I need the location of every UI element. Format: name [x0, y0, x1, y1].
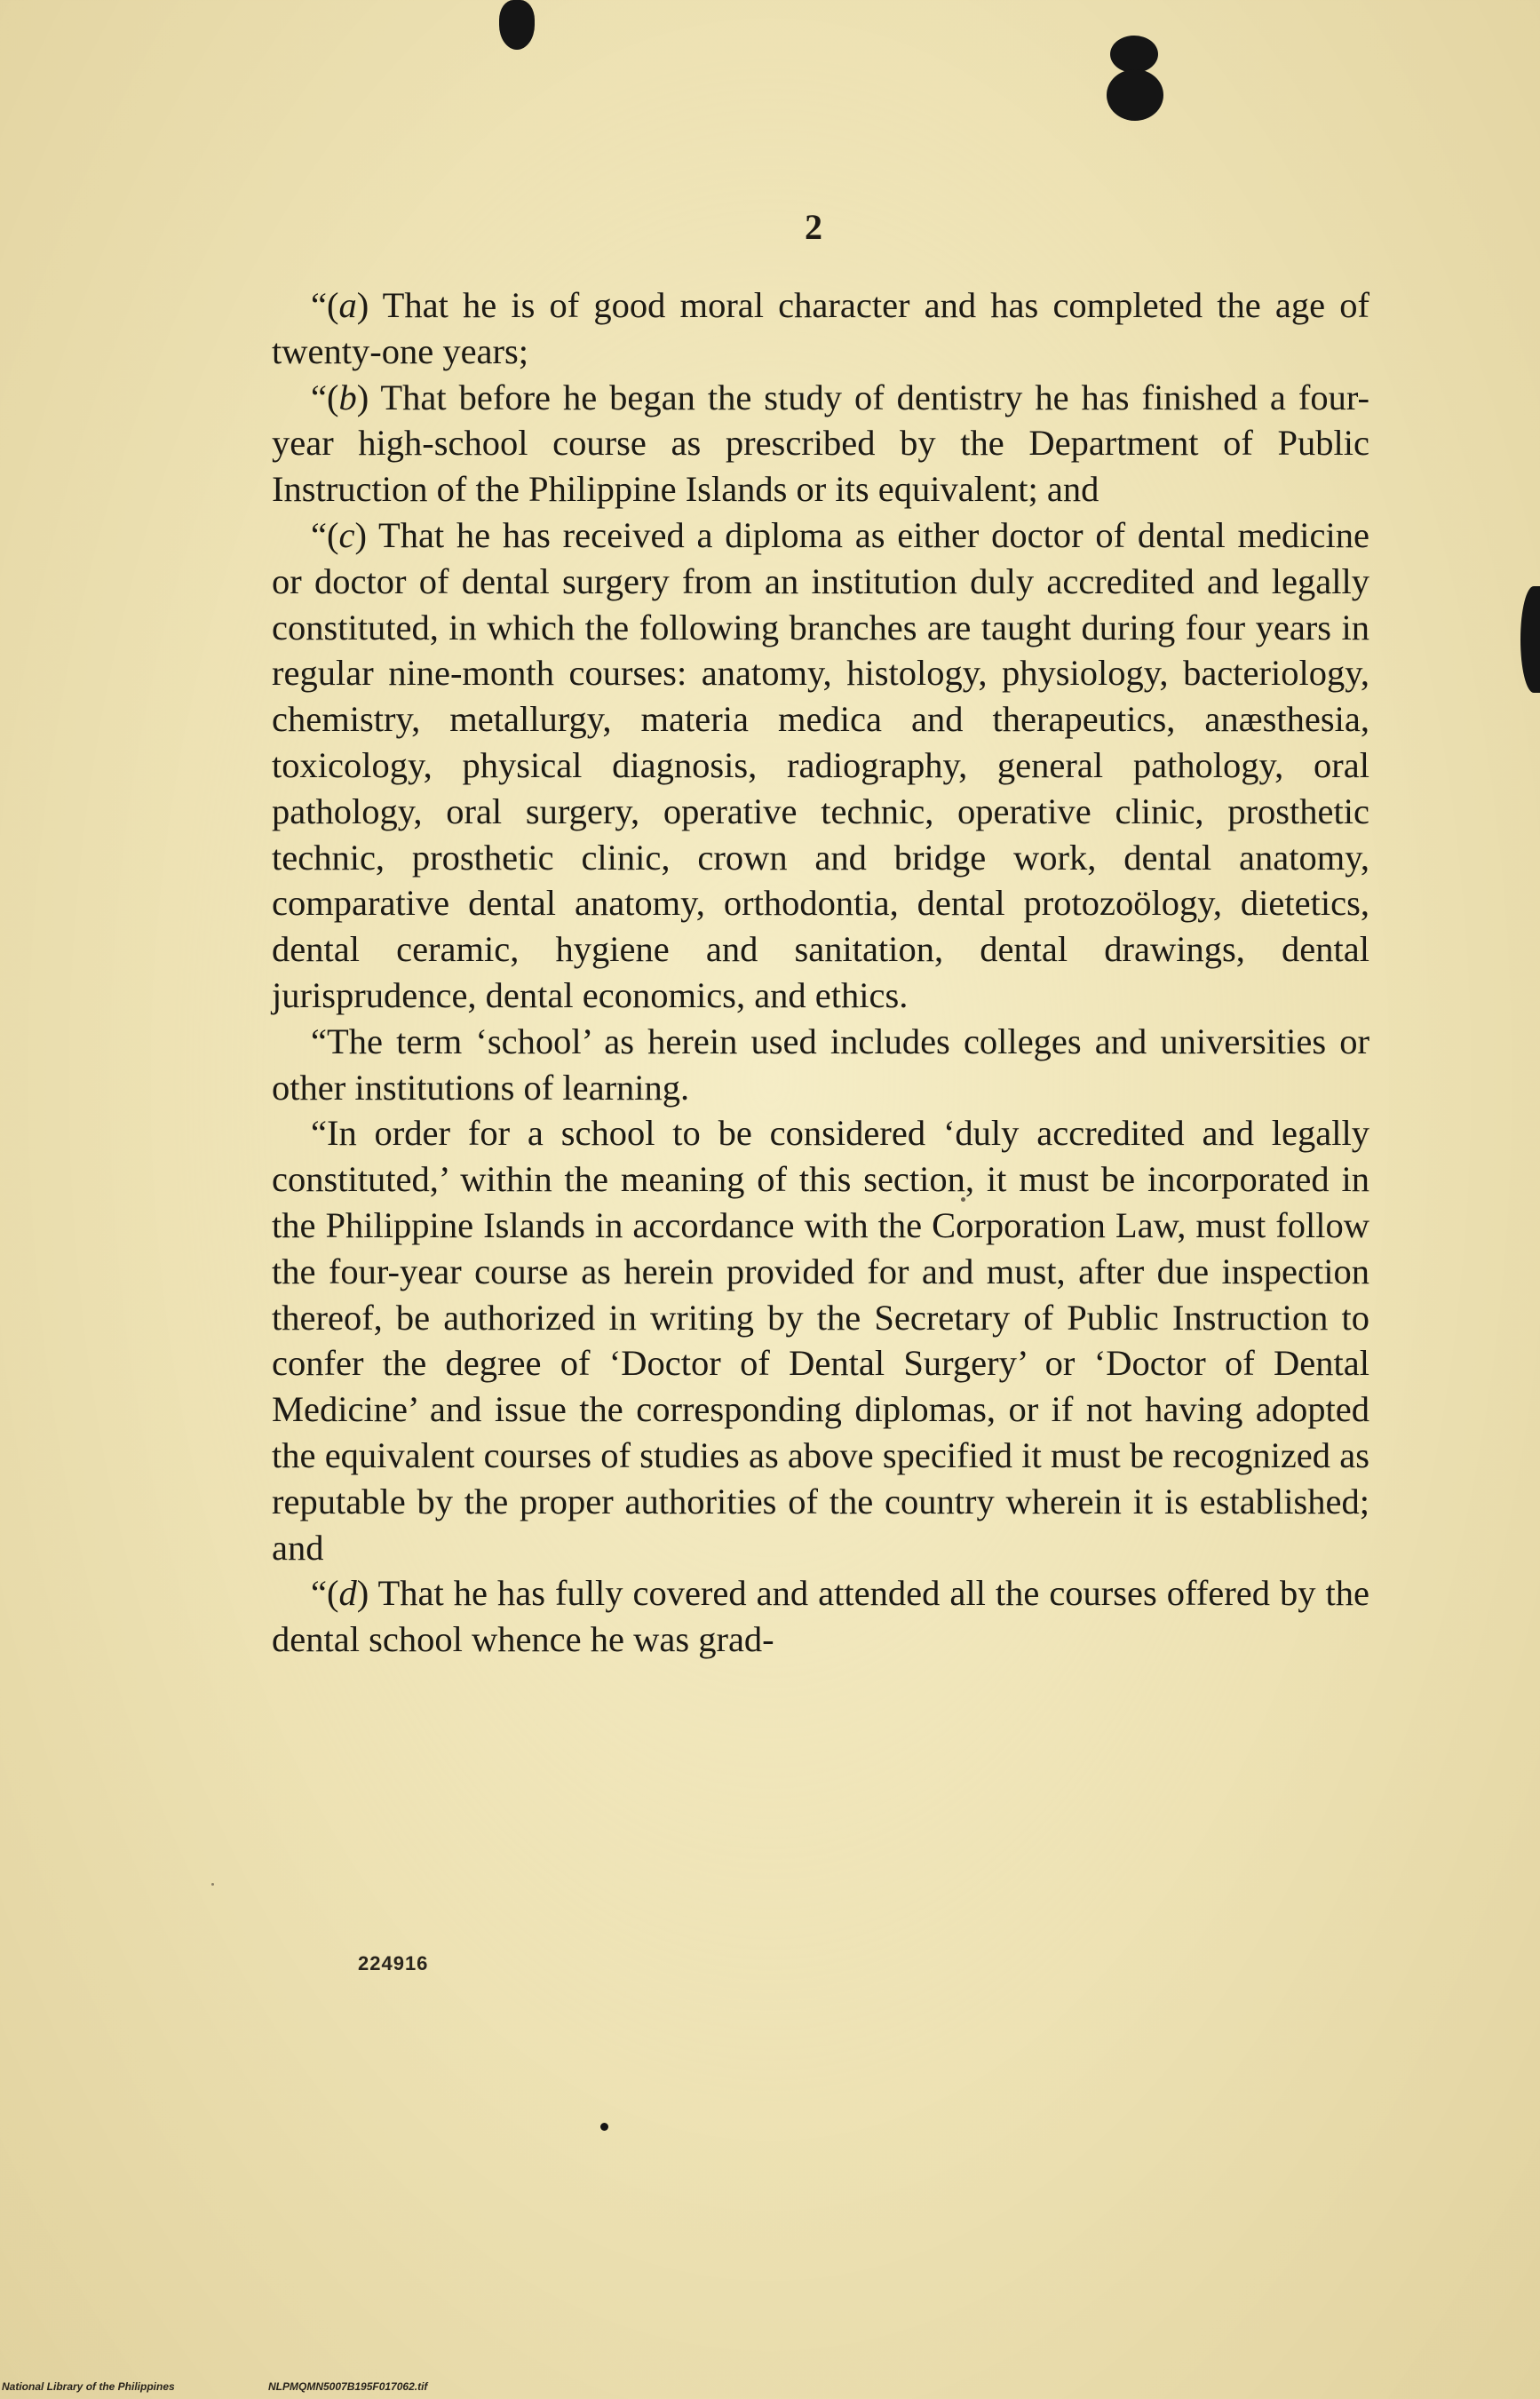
body-text	[272, 282, 1369, 1663]
clause-letter: d	[338, 1573, 357, 1614]
paragraph-d	[272, 1570, 1369, 1663]
ink-blot	[1520, 586, 1540, 693]
ink-dot	[600, 2123, 608, 2131]
clause-letter: b	[338, 377, 357, 417]
paragraph-text: ) That before he began the study of dentistry he has finished a four-year high-school course as prescribed by the Department of Public Instruction of the Philippine Islands or its equivalent; and	[272, 377, 1369, 510]
clause-letter: c	[338, 514, 355, 555]
ink-blot	[499, 0, 535, 50]
paragraph-b	[272, 375, 1369, 512]
ink-blot	[1110, 36, 1158, 73]
paragraph-c	[272, 512, 1369, 1019]
clause-letter: a	[338, 285, 357, 325]
paragraph-lead: “(	[311, 377, 339, 417]
paragraph-accreditation	[272, 1110, 1369, 1570]
paragraph-text: ) That he has fully covered and attended all the courses offered by the dental school whence he was grad-	[272, 1573, 1369, 1660]
paragraph-text: “In order for a school to be considered ‘duly accredited and legally constituted,’ within the meaning of this section, it must be incorporated in the Philippine Islands in accordance with the Corporation Law, must follow the four-year course as herein provided for and must, after due inspection thereof, be authorized in writing by the Secretary of Public Instruction to confer the degree of ‘Doctor of Dental Surgery’ or ‘Doctor of Dental Medicine’ and issue the corresponding diplomas, or if not having adopted the equivalent courses of studies as above specified it must be recognized as reputable by the proper authorities of the country wherein it is established; and	[272, 1113, 1369, 1568]
archive-label: National Library of the Philippines	[2, 2380, 175, 2393]
paragraph-text: “The term ‘school’ as herein used includes colleges and universities or other institutions of learning.	[272, 1021, 1369, 1108]
archive-filename: NLPMQMN5007B195F017062.tif	[268, 2380, 428, 2393]
ink-dot	[211, 1883, 214, 1886]
page-number: 2	[805, 207, 822, 247]
paragraph-text: ) That he is of good moral character and has completed the age of twenty-one years;	[272, 285, 1369, 371]
paragraph-school-term	[272, 1019, 1369, 1111]
paragraph-text: ) That he has received a diploma as either doctor of dental medicine or doctor of dental surgery from an institution duly accredited and legally constituted, in which the following branches are taught during four years in regular nine-month courses: anatomy, histology, physiology, bacteriology, chemistry, metallurgy, materia medica and therapeutics, anæsthesia, toxicology, physical diagnosis, radiography, general pathology, oral pathology, oral surgery, operative technic, operative clinic, prosthetic technic, prosthetic clinic, crown and bridge work, dental anatomy, comparative dental anatomy, orthodontia, dental protozoölogy, dietetics, dental ceramic, hygiene and sanitation, dental drawings, dental jurisprudence, dental economics, and ethics.	[272, 514, 1369, 1015]
paragraph-lead: “(	[311, 514, 339, 555]
paragraph-a	[272, 282, 1369, 375]
paragraph-lead: “(	[311, 285, 339, 325]
paragraph-lead: “(	[311, 1573, 339, 1614]
ink-blot	[1107, 69, 1163, 121]
printer-code: 224916	[358, 1952, 429, 1974]
